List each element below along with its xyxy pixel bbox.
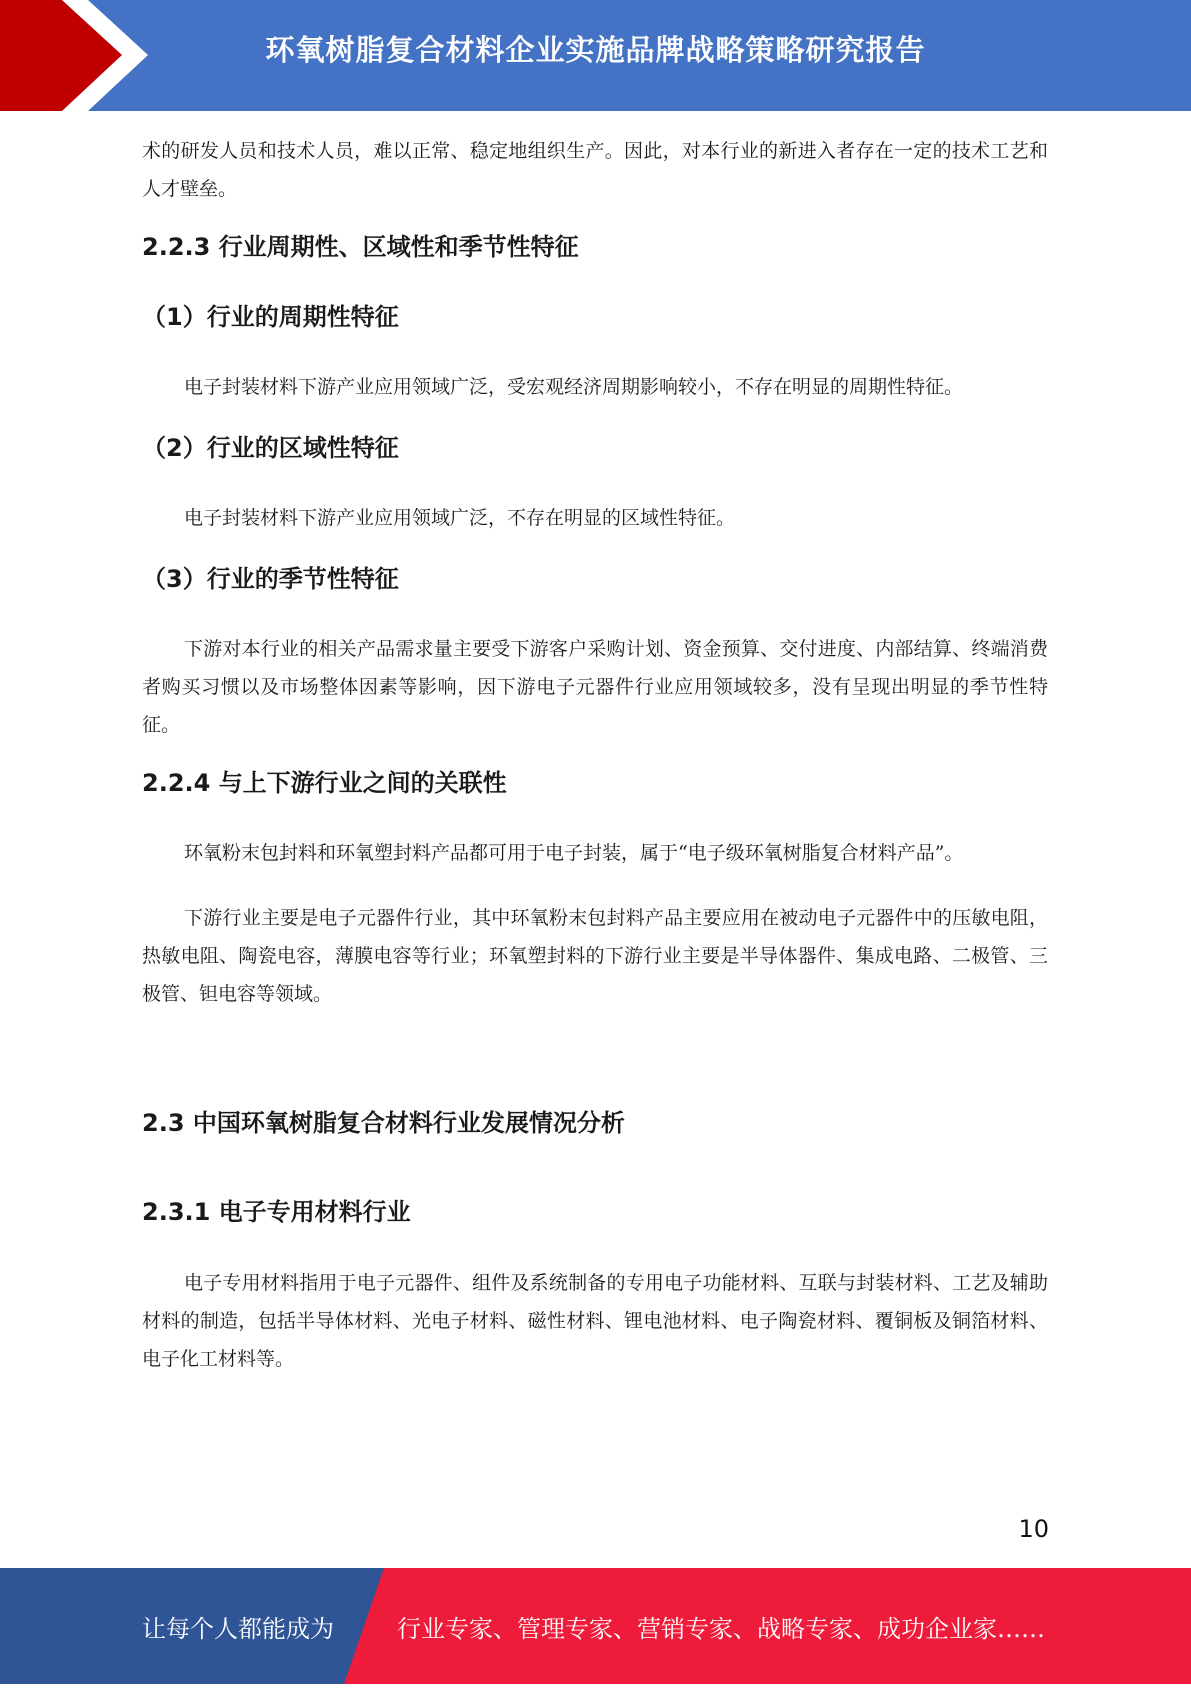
footer-tagline: 行业专家、管理专家、营销专家、战略专家、成功企业家…… [397, 1615, 1045, 1643]
page-number: 10 [1018, 1515, 1049, 1543]
paragraph-seasonal: 下游对本行业的相关产品需求量主要受下游客户采购计划、资金预算、交付进度、内部结算、终端消费者购买习惯以及市场整体因素等影响，因下游电子元器件行业应用领域较多，没有呈现出明显的季节性特征。 [142, 638, 1048, 736]
subheading-regional: （2）行业的区域性特征 [142, 434, 399, 462]
subheading-cyclical: （1）行业的周期性特征 [142, 303, 399, 331]
paragraph-regional: 电子封装材料下游产业应用领域广泛，不存在明显的区域性特征。 [184, 507, 736, 529]
document-body [142, 132, 1048, 1378]
paragraph-intro: 术的研发人员和技术人员，难以正常、稳定地组织生产。因此，对本行业的新进入者存在一定的技术工艺和人才壁垒。 [142, 140, 1048, 200]
section-heading-2-3: 2.3 中国环氧树脂复合材料行业发展情况分析 [142, 1109, 625, 1137]
page-footer [0, 1568, 1191, 1684]
section-heading-2-2-3: 2.2.3 行业周期性、区域性和季节性特征 [142, 233, 579, 261]
subheading-seasonal: （3）行业的季节性特征 [142, 565, 399, 593]
paragraph-association-1: 环氧粉末包封料和环氧塑封料产品都可用于电子封装，属于“电子级环氧树脂复合材料产品”。 [184, 842, 964, 864]
paragraph-association-2: 下游行业主要是电子元器件行业，其中环氧粉末包封料产品主要应用在被动电子元器件中的压敏电阻，热敏电阻、陶瓷电容，薄膜电容等行业；环氧塑封料的下游行业主要是半导体器件、集成电路、二极管、三极管、钽电容等领域。 [142, 907, 1048, 1005]
section-heading-2-3-1: 2.3.1 电子专用材料行业 [142, 1198, 411, 1226]
paragraph-cyclical: 电子封装材料下游产业应用领域广泛，受宏观经济周期影响较小，不存在明显的周期性特征。 [184, 376, 964, 398]
section-heading-2-2-4: 2.2.4 与上下游行业之间的关联性 [142, 769, 507, 797]
paragraph-electronic-materials: 电子专用材料指用于电子元器件、组件及系统制备的专用电子功能材料、互联与封装材料、工艺及辅助材料的制造，包括半导体材料、光电子材料、磁性材料、锂电池材料、电子陶瓷材料、覆铜板及铜箔材料、电子化工材料等。 [142, 1272, 1048, 1370]
page-header [0, 0, 1191, 111]
footer-slogan: 让每个人都能成为 [142, 1615, 334, 1643]
report-title: 环氧树脂复合材料企业实施品牌战略策略研究报告 [265, 33, 926, 67]
